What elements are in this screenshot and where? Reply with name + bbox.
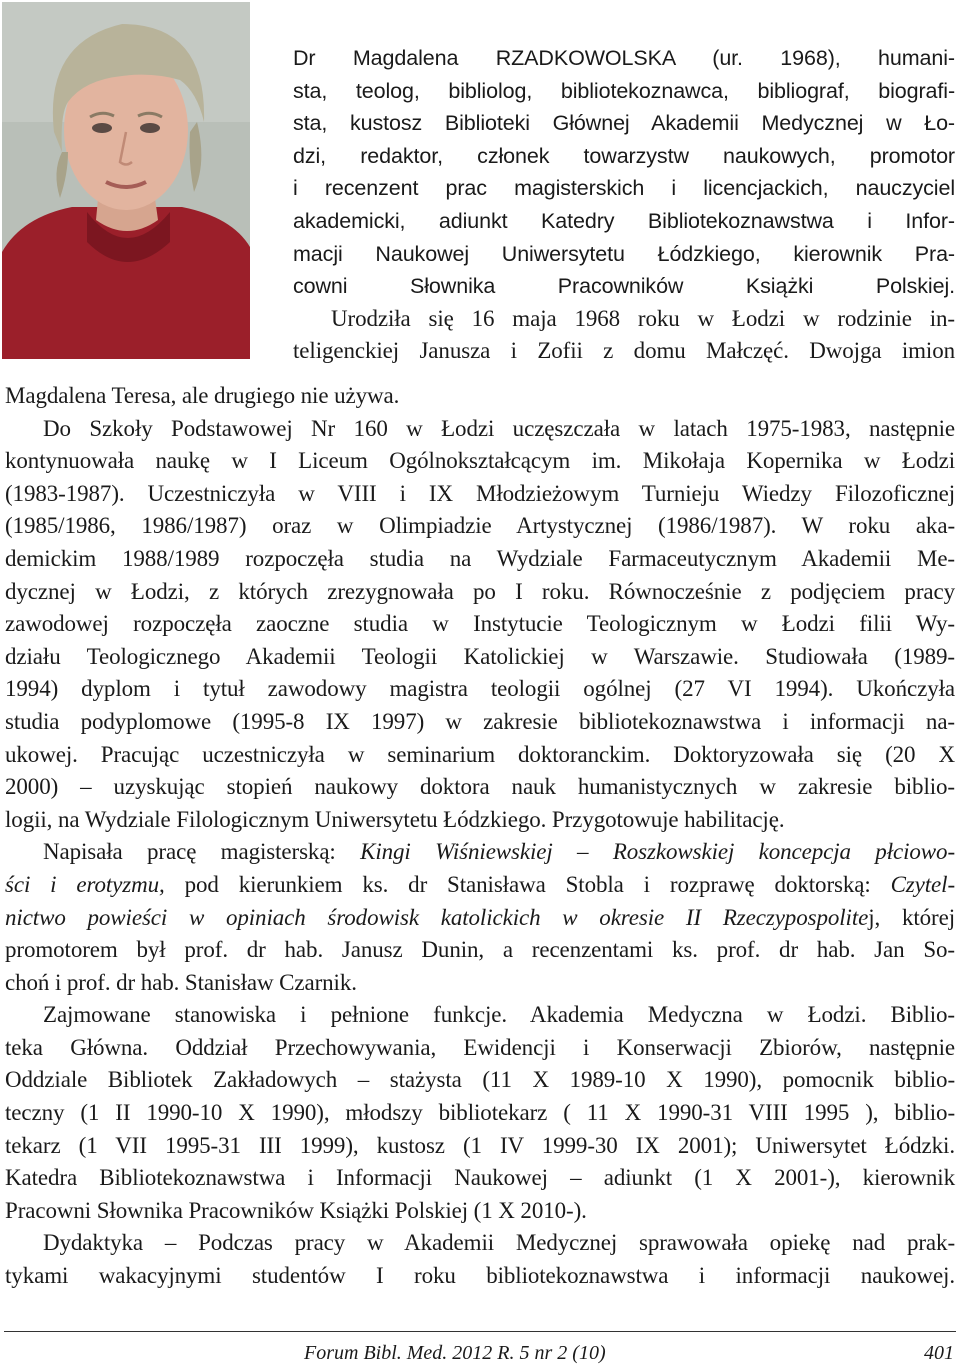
page-number: 401 (924, 1342, 954, 1364)
text-line: Do Szkoły Podstawowej Nr 160 w Łodzi uczęszczała w latach 1975-1983, następnie (43, 415, 955, 441)
text-line: akademicki, adiunkt Katedry Bibliotekoznawstwa i Infor- (293, 208, 955, 233)
text-line: dzi, redaktor, członek towarzystw naukowych, promotor (293, 143, 955, 168)
text-line: i recenzent prac magisterskich i licencjackich, nauczyciel (293, 176, 955, 201)
text-line: Pracowni Słownika Pracowników Książki Polskiej (1 X 2010-). (5, 1197, 587, 1223)
thesis-line (5, 869, 955, 902)
text-line: Magdalena Teresa, ale drugiego nie używa. (5, 383, 400, 408)
text-line: dycznej w Łodzi, z których zrezygnowała po I roku. Równocześnie z podjęciem pracy (5, 578, 955, 604)
text-line: tykami wakacyjnymi studentów I roku bibliotekoznawstwa i informacji naukowej. (5, 1263, 955, 1289)
footer-divider (4, 1331, 956, 1332)
journal-citation: Forum Bibl. Med. 2012 R. 5 nr 2 (10) (304, 1342, 606, 1364)
text-line: macji Naukowej Uniwersytetu Łódzkiego, kierownik Pra- (293, 241, 955, 266)
text-line: Oddziale Bibliotek Zakładowych – stażysta (11 X 1989-10 X 1990), pomocnik biblio- (5, 1067, 955, 1093)
text-line: Katedra Bibliotekoznawstwa i Informacji Naukowej – adiunkt (1 X 2001-), kierownik (5, 1165, 955, 1191)
text-line: logii, na Wydziale Filologicznym Uniwersytetu Łódzkiego. Przygotowuje habilitację. (5, 806, 785, 832)
text-line: Zajmowane stanowiska i pełnione funkcje. Akademia Medyczna w Łodzi. Biblio- (43, 1002, 955, 1028)
text-line: studia podyplomowe (1995-8 IX 1997) w zakresie bibliotekoznawstwa i informacji na- (5, 708, 955, 734)
text-line: ukowej. Pracując uczestniczyła w seminarium doktoranckim. Doktoryzowała się (20 X (5, 741, 955, 767)
text-line: teka Główna. Oddział Przechowywania, Ewidencji i Konserwacji Zbiorów, następnie (5, 1034, 955, 1060)
text-line: Dr Magdalena RZADKOWOLSKA (ur. 1968), humani- (293, 46, 955, 70)
text-line: cowni Słownika Pracowników Książki Polskiej. (293, 274, 955, 299)
thesis-text: j, której (868, 904, 955, 930)
text-line: demickim 1988/1989 rozpoczęła studia na Wydziale Farmaceutycznym Akademii Me- (5, 545, 955, 571)
thesis-line (5, 836, 955, 869)
dissertation-title-italic: nictwo powieści w opiniach środowisk katolickich w okresie II Rzeczypospolite (5, 904, 869, 930)
text-line: Dydaktyka – Podczas pracy w Akademii Medycznej sprawowała opiekę nad prak- (43, 1230, 955, 1256)
thesis-title-italic: ści i erotyzmu, (5, 871, 165, 897)
text-line: teczny (1 II 1990-10 X 1990), młodszy bibliotekarz ( 11 X 1990-31 VIII 1995 ), biblio- (5, 1100, 955, 1126)
text-line: działu Teologicznego Akademii Teologii Katolickiej w Warszawie. Studiowała (1989- (5, 643, 955, 669)
text-line: sta, kustosz Biblioteki Głównej Akademii Medycznej w Ło- (293, 111, 955, 136)
text-line: (1983-1987). Uczestniczyła w VIII i IX Młodzieżowym Turnieju Wiedzy Filozoficznej (5, 480, 955, 506)
text-line: Urodziła się 16 maja 1968 roku w Łodzi w rodzinie in- (331, 305, 955, 331)
text-line: tekarz (1 VII 1995-31 III 1999), kustosz (1 IV 1999-30 IX 2001); Uniwersytet Łódzki. (5, 1132, 955, 1158)
thesis-line: promotorem był prof. dr hab. Janusz Dunin, a recenzentami ks. prof. dr hab. Jan So- (5, 937, 955, 963)
dissertation-title-italic: Czytel- (890, 871, 956, 897)
text-line: 2000) – uzyskując stopień naukowy doktora nauk humanistycznych w zakresie biblio- (5, 774, 955, 800)
thesis-line (5, 902, 955, 935)
intro-paragraph (293, 42, 955, 368)
portrait-photo (2, 2, 250, 359)
biography-body (5, 380, 955, 1293)
thesis-title-italic: Kingi Wiśniewskiej – Roszkowskiej koncepcja płciowo- (360, 839, 955, 865)
text-line: kontynuowała naukę w I Liceum Ogólnokształcącym im. Mikołaja Kopernika w Łodzi (5, 448, 955, 474)
thesis-text: pod kierunkiem ks. dr Stanisława Stobla i rozprawę doktorską: (164, 871, 891, 897)
text-line: teligenckiej Janusza i Zofii z domu Małczęć. Dwojga imion (293, 338, 955, 364)
text-line: 1994) dyplom i tytuł zawodowy magistra teologii ogólnej (27 VI 1994). Ukończyła (5, 676, 955, 702)
thesis-line: choń i prof. dr hab. Stanisław Czarnik. (5, 969, 357, 995)
thesis-text: Napisała pracę magisterską: (43, 839, 361, 865)
text-line: sta, teolog, bibliolog, bibliotekoznawca, bibliograf, biografi- (293, 78, 955, 103)
text-line: (1985/1986, 1986/1987) oraz w Olimpiadzie Artystycznej (1986/1987). W roku aka- (5, 513, 955, 539)
text-line: zawodowej rozpoczęła zaoczne studia w Instytucie Teologicznym w Łodzi filii Wy- (5, 611, 955, 637)
